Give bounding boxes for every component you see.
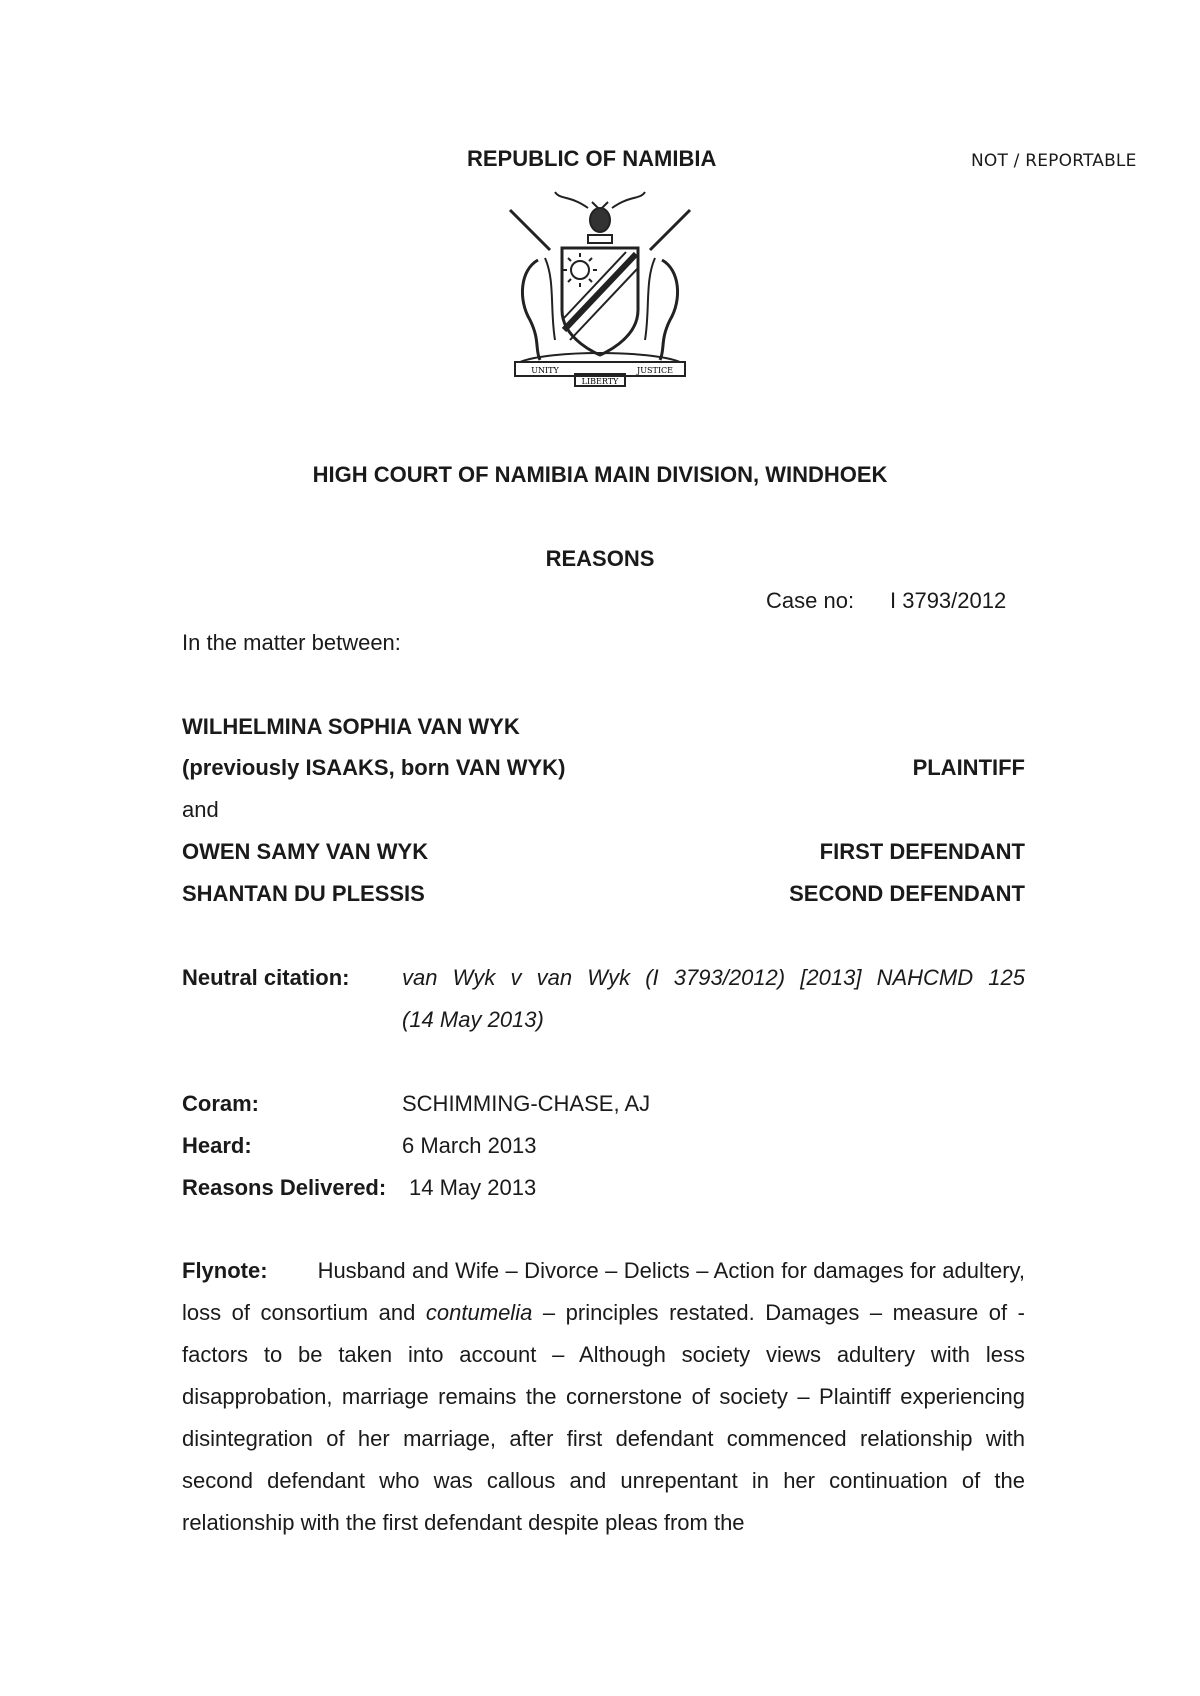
and-connector: and: [182, 797, 219, 822]
citation-line-2: (14 May 2013): [402, 1007, 544, 1032]
second-defendant-name: SHANTAN DU PLESSIS: [182, 881, 425, 906]
citation-label: Neutral citation:: [182, 965, 350, 990]
namibia-coat-of-arms-logo: [500, 190, 700, 390]
first-defendant-role: FIRST DEFENDANT: [819, 839, 1025, 864]
flynote-text-part-2: – principles restated. Damages – measure of - factors to be taken into account – Although society views adultery with less disapprobation, marriage remains the cornerstone of society – Plaintiff experiencing disintegration of her marriage, after first defendant commenced relationship with second defendant who was callous and unrepentant in her continuation of the relationship with the first defendant despite pleas from the: [182, 1300, 1026, 1535]
citation-line-1: van Wyk v van Wyk (I 3793/2012) [2013] NAHCMD 125: [402, 965, 1025, 990]
coram-label: Coram:: [182, 1091, 260, 1116]
matter-between: In the matter between:: [182, 630, 401, 655]
case-number-label: Case no:: [766, 588, 855, 613]
coram-value: SCHIMMING-CHASE, AJ: [402, 1091, 651, 1116]
plaintiff-role: PLAINTIFF: [912, 755, 1025, 780]
svg-text:JUSTICE: JUSTICE: [637, 366, 673, 375]
reportable-label: NOT / REPORTABLE: [971, 151, 1137, 171]
plaintiff-previous-names: (previously ISAAKS, born VAN WYK): [182, 755, 566, 780]
second-defendant-role: SECOND DEFENDANT: [789, 881, 1025, 906]
reasons-delivered-value: 14 May 2013: [409, 1175, 537, 1200]
flynote-text-part-1: Husband and Wife – Divorce – Delicts – Action for damages for adultery, loss of consortium and: [182, 1258, 1025, 1325]
flynote-italic-term: contumelia: [425, 1300, 533, 1325]
svg-text:UNITY: UNITY: [531, 366, 559, 375]
first-defendant-name: OWEN SAMY VAN WYK: [182, 839, 429, 864]
flynote-label: Flynote:: [182, 1258, 268, 1283]
reasons-delivered-label: Reasons Delivered:: [182, 1175, 387, 1200]
svg-text:LIBERTY: LIBERTY: [581, 377, 619, 386]
court-heading: HIGH COURT OF NAMIBIA MAIN DIVISION, WINDHOEK: [312, 462, 888, 487]
plaintiff-name: WILHELMINA SOPHIA VAN WYK: [182, 714, 520, 739]
country-heading: REPUBLIC OF NAMIBIA: [467, 146, 717, 171]
heard-value: 6 March 2013: [402, 1133, 537, 1158]
document-type: REASONS: [545, 546, 655, 571]
heard-label: Heard:: [182, 1133, 252, 1158]
case-number-value: I 3793/2012: [890, 588, 1007, 613]
flynote-paragraph: [182, 1250, 1025, 1544]
